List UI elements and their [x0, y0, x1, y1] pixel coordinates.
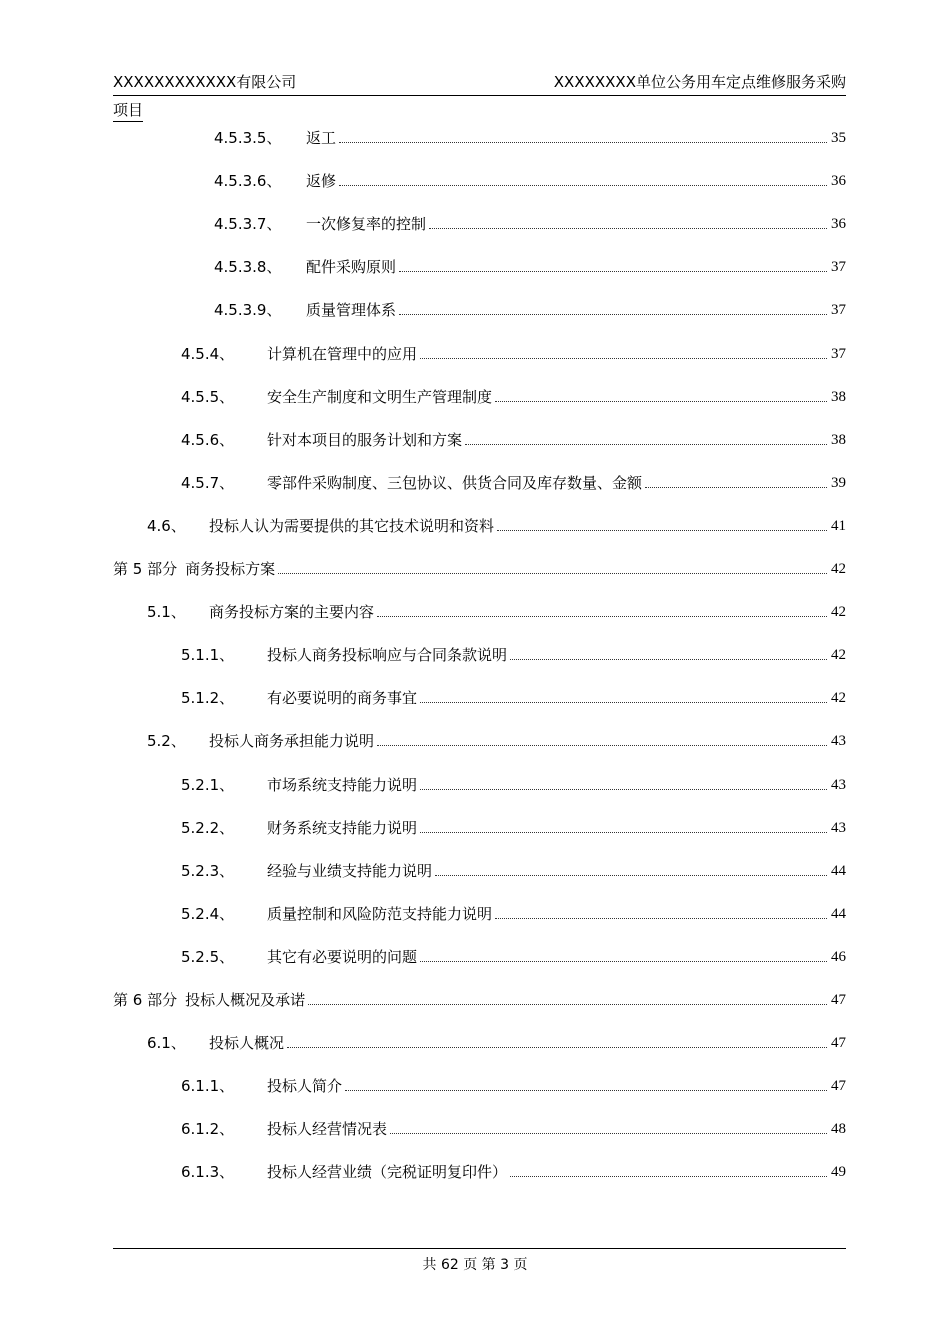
toc-entry[interactable] [214, 210, 846, 234]
toc-entry[interactable] [113, 555, 846, 579]
toc-dot-leader [339, 141, 827, 143]
toc-entry-number: 5.2.1、 [181, 775, 235, 794]
toc-entry-title: 计算机在管理中的应用 [267, 344, 418, 363]
toc-entry-number: 5.1.1、 [181, 646, 235, 665]
toc-entry-number: 5.2、 [147, 732, 186, 751]
toc-entry-number: 4.5.3.7、 [214, 215, 282, 234]
toc-entry-page-number: 39 [831, 474, 846, 491]
toc-entry[interactable] [181, 814, 846, 838]
toc-entry-page-number: 36 [831, 173, 846, 190]
toc-entry[interactable] [181, 771, 846, 795]
toc-entry-number: 5.2.5、 [181, 947, 235, 966]
toc-entry-title: 有必要说明的商务事宜 [267, 689, 418, 708]
toc-entry-page-number: 47 [831, 1078, 846, 1095]
toc-dot-leader [495, 400, 827, 402]
toc-entry[interactable] [214, 253, 846, 277]
toc-entry-page-number: 38 [831, 388, 846, 405]
toc-entry-number: 5.2.2、 [181, 818, 235, 837]
toc-entry[interactable] [181, 943, 846, 967]
toc-entry-title: 投标人概况及承诺 [185, 991, 306, 1009]
toc-entry-title: 安全生产制度和文明生产管理制度 [267, 387, 493, 406]
toc-entry[interactable] [147, 598, 846, 622]
toc-entry-number: 6.1.2、 [181, 1120, 235, 1139]
toc-entry-number: 4.5.3.8、 [214, 258, 282, 277]
toc-entry[interactable] [113, 986, 846, 1010]
toc-entry[interactable] [181, 900, 846, 924]
toc-dot-leader [435, 874, 827, 876]
toc-entry-page-number: 42 [831, 647, 846, 664]
toc-entry-number: 5.1、 [147, 603, 186, 622]
toc-entry-number: 5.2.4、 [181, 904, 235, 923]
toc-entry-title: 投标人经营情况表 [267, 1120, 388, 1139]
header-company: XXXXXXXXXXXX有限公司 [113, 73, 297, 91]
toc-entry[interactable] [181, 684, 846, 708]
toc-entry-title: 市场系统支持能力说明 [267, 775, 418, 794]
toc-dot-leader [420, 701, 827, 703]
toc-entry-page-number: 44 [831, 862, 846, 879]
toc-entry[interactable] [147, 727, 846, 751]
toc-entry-number: 6.1.1、 [181, 1077, 235, 1096]
toc-entry-title: 投标人商务投标响应与合同条款说明 [267, 646, 508, 665]
toc-entry-title: 返工 [306, 129, 337, 147]
toc-entry[interactable] [181, 1158, 846, 1182]
toc-entry-title: 配件采购原则 [306, 258, 397, 277]
toc-entry-page-number: 42 [831, 690, 846, 707]
toc-entry-page-number: 43 [831, 819, 846, 836]
toc-entry-title: 投标人认为需要提供的其它技术说明和资料 [209, 516, 495, 535]
toc-entry-title: 质量控制和风险防范支持能力说明 [267, 904, 493, 923]
toc-entry-number: 4.5.4、 [181, 344, 235, 363]
toc-entry[interactable] [214, 167, 846, 191]
toc-entry-page-number: 41 [831, 517, 846, 534]
toc-dot-leader [497, 529, 827, 531]
header-project-title: XXXXXXXX单位公务用车定点维修服务采购 [553, 73, 846, 91]
toc-entry-title: 投标人概况 [209, 1034, 285, 1053]
toc-dot-leader [278, 572, 827, 574]
toc-entry-page-number: 37 [831, 259, 846, 276]
toc-entry[interactable] [181, 1115, 846, 1139]
toc-entry-number: 5.2.3、 [181, 861, 235, 880]
toc-dot-leader [420, 960, 827, 962]
toc-entry-number: 4.5.5、 [181, 387, 235, 406]
toc-entry-number: 6.1.3、 [181, 1163, 235, 1182]
toc-entry-title: 投标人简介 [267, 1077, 343, 1096]
toc-entry-page-number: 38 [831, 431, 846, 448]
toc-dot-leader [420, 831, 827, 833]
toc-entry[interactable] [181, 340, 846, 364]
toc-entry-title: 质量管理体系 [306, 301, 397, 320]
toc-entry-number: 第 6 部分 [113, 991, 178, 1009]
toc-dot-leader [339, 184, 827, 186]
toc-entry-number: 4.5.3.5、 [214, 129, 282, 147]
toc-entry-number: 4.5.6、 [181, 430, 235, 449]
toc-entry[interactable] [181, 641, 846, 665]
toc-entry-number: 5.1.2、 [181, 689, 235, 708]
toc-entry-page-number: 37 [831, 302, 846, 319]
toc-entry-page-number: 43 [831, 733, 846, 750]
toc-dot-leader [420, 357, 827, 359]
toc-entry[interactable] [181, 383, 846, 407]
toc-entry-page-number: 47 [831, 992, 846, 1008]
toc-dot-leader [399, 313, 827, 315]
toc-entry[interactable] [147, 1029, 846, 1053]
toc-entry-number: 6.1、 [147, 1034, 186, 1053]
toc-entry-title: 经验与业绩支持能力说明 [267, 861, 433, 880]
toc-entry-number: 4.5.3.6、 [214, 172, 282, 191]
toc-entry-page-number: 43 [831, 776, 846, 793]
toc-entry[interactable] [181, 857, 846, 881]
toc-entry[interactable] [181, 426, 846, 450]
toc-dot-leader [287, 1046, 827, 1048]
toc-dot-leader [645, 486, 827, 488]
toc-entry-title: 财务系统支持能力说明 [267, 818, 418, 837]
toc-entry-page-number: 44 [831, 905, 846, 922]
toc-entry-page-number: 46 [831, 948, 846, 965]
toc-entry-number: 4.6、 [147, 516, 186, 535]
toc-entry-title: 商务投标方案 [185, 560, 276, 578]
toc-entry-number: 第 5 部分 [113, 560, 178, 578]
toc-entry-title: 零部件采购制度、三包协议、供货合同及库存数量、金额 [267, 473, 643, 492]
toc-dot-leader [377, 615, 827, 617]
toc-entry-page-number: 37 [831, 345, 846, 362]
toc-dot-leader [308, 1003, 827, 1005]
toc-entry-page-number: 42 [831, 604, 846, 621]
toc-entry-title: 一次修复率的控制 [306, 215, 427, 234]
toc-entry[interactable] [214, 124, 846, 148]
toc-entry-page-number: 49 [831, 1164, 846, 1181]
toc-dot-leader [390, 1132, 827, 1134]
toc-dot-leader [510, 1175, 827, 1177]
toc-entry-title: 返修 [306, 172, 337, 191]
toc-entry-number: 4.5.3.9、 [214, 301, 282, 320]
toc-entry[interactable] [147, 512, 846, 536]
toc-dot-leader [420, 788, 827, 790]
footer-divider [113, 1248, 846, 1249]
toc-dot-leader [465, 443, 827, 445]
toc-dot-leader [399, 270, 827, 272]
toc-dot-leader [345, 1089, 827, 1091]
toc-entry[interactable] [181, 1072, 846, 1096]
toc-entry-page-number: 36 [831, 216, 846, 233]
toc-entry-number: 4.5.7、 [181, 473, 235, 492]
header-project-title-continued: 项目 [113, 99, 143, 122]
toc-entry-title: 针对本项目的服务计划和方案 [267, 430, 463, 449]
toc-entry-page-number: 48 [831, 1121, 846, 1138]
toc-dot-leader [377, 744, 827, 746]
toc-entry-title: 投标人商务承担能力说明 [209, 732, 375, 751]
toc-dot-leader [510, 658, 827, 660]
toc-entry-title: 其它有必要说明的问题 [267, 947, 418, 966]
toc-entry-page-number: 47 [831, 1035, 846, 1052]
toc-entry[interactable] [214, 296, 846, 320]
toc-entry-page-number: 42 [831, 561, 846, 577]
toc-dot-leader [495, 917, 827, 919]
toc-entry-page-number: 35 [831, 130, 846, 146]
toc-entry-title: 商务投标方案的主要内容 [209, 603, 375, 622]
toc-entry[interactable] [181, 469, 846, 493]
page-footer: 共 62 页 第 3 页 [422, 1257, 528, 1273]
toc-entry-title: 投标人经营业绩（完税证明复印件） [267, 1163, 508, 1182]
toc-dot-leader [429, 227, 827, 229]
